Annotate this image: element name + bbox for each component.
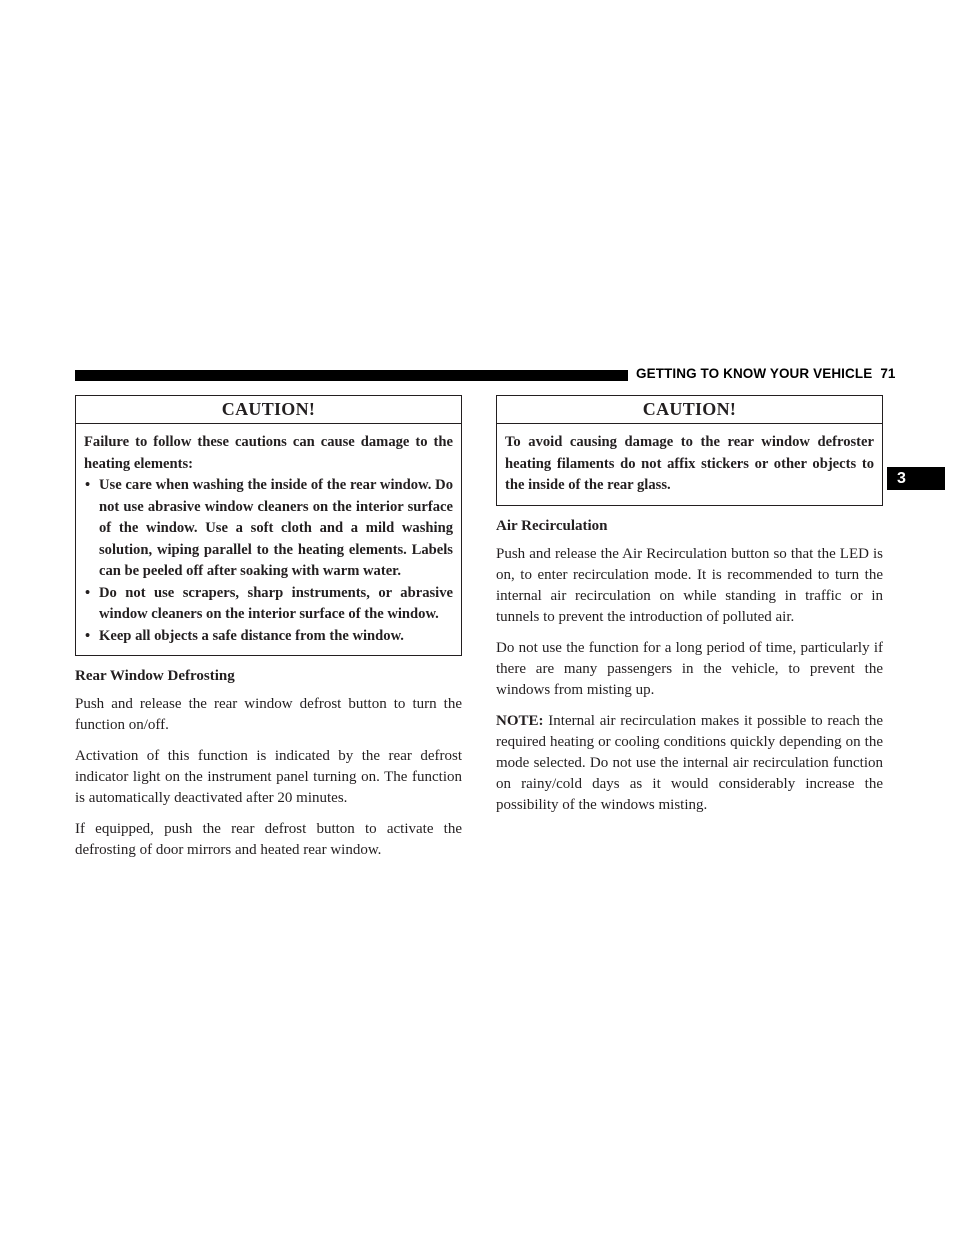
caution-bullet-list — [84, 475, 453, 647]
caution-bullet: • Do not use scrapers, sharp instruments, or abrasive window cleaners on the interior surface of the window. — [84, 583, 453, 626]
paragraph: Push and release the rear window defrost button to turn the function on/off. — [75, 696, 462, 733]
caution-title: CAUTION! — [497, 396, 882, 424]
page-number: 71 — [880, 366, 896, 381]
paragraph: Activation of this function is indicated by the rear defrost indicator light on the instrument panel turning on. The function is automatically deactivated after 20 minutes. — [75, 748, 462, 806]
caution-body — [76, 424, 461, 655]
right-column — [496, 395, 883, 826]
section-heading-air-recirculation: Air Recirculation — [496, 517, 608, 534]
chapter-tab: 3 — [887, 467, 945, 490]
note-paragraph — [496, 711, 883, 816]
section-title: GETTING TO KNOW YOUR VEHICLE — [636, 366, 873, 381]
section-heading-rear-window-defrosting: Rear Window Defrosting — [75, 668, 235, 684]
caution-bullet: • Use care when washing the inside of the rear window. Do not use abrasive window cleaners on the interior surface of the window. Use a soft cloth and a mild washing solution, wiping parallel to the heating elements. Labels can be peeled off after soaking with warm water. — [84, 475, 453, 583]
caution-body — [497, 424, 882, 505]
paragraph: Push and release the Air Recirculation button so that the LED is on, to enter recirculation mode. It is recommended to turn the internal air recirculation on while standing in traffic or in tunnels to prevent the introduction of polluted air. — [496, 545, 883, 625]
caution-title: CAUTION! — [76, 396, 461, 424]
note-label: NOTE: — [496, 712, 544, 729]
note-text: Internal air recirculation makes it possible to reach the required heating or cooling conditions quickly depending on the mode selected. Do not use the internal air recirculation function on rainy/cold days as it would considerably increase the possibility of the windows misting. — [496, 712, 883, 813]
paragraph: Do not use the function for a long period of time, particularly if there are many passengers in the vehicle, to prevent the windows from misting up. — [496, 639, 883, 698]
header-rule — [75, 370, 628, 381]
caution-text: To avoid causing damage to the rear window defroster heating filaments do not affix stickers or other objects to the inside of the rear glass. — [505, 434, 874, 493]
left-column — [75, 395, 462, 871]
caution-bullet: • Keep all objects a safe distance from the window. — [84, 626, 453, 648]
caution-box-heating-elements — [75, 395, 462, 656]
running-header — [636, 366, 896, 381]
caution-intro: Failure to follow these cautions can cause damage to the heating elements: — [84, 434, 453, 472]
caution-box-defroster-filaments — [496, 395, 883, 506]
paragraph: If equipped, push the rear defrost button to activate the defrosting of door mirrors and heated rear window. — [75, 821, 462, 858]
